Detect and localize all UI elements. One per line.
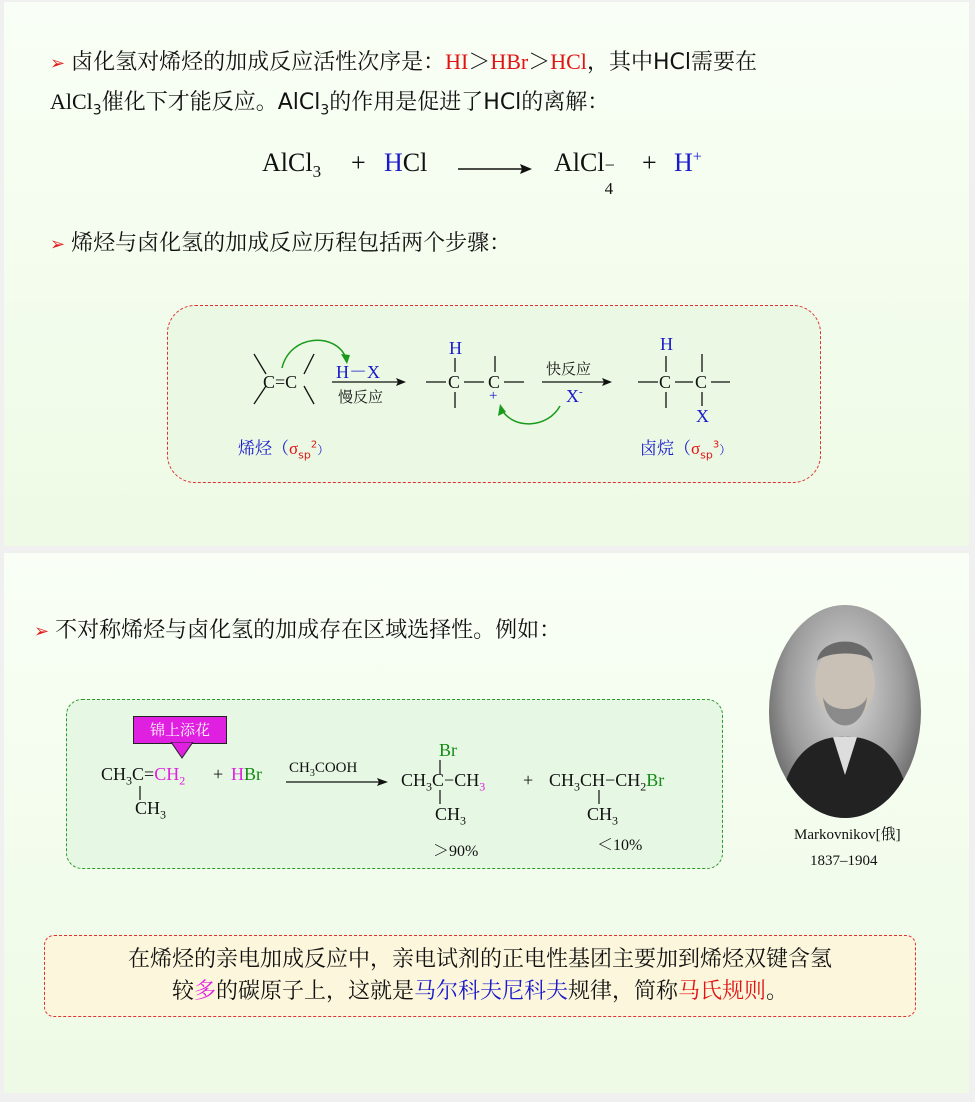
bullet-arrow-icon: ➢ bbox=[50, 234, 66, 255]
slide-1 bbox=[4, 2, 969, 546]
bullet-arrow-icon: ➢ bbox=[50, 53, 66, 74]
bullet-mechanism bbox=[50, 228, 511, 261]
markovnikov-rule-box bbox=[44, 935, 916, 1017]
subscript: 3 bbox=[92, 102, 102, 119]
bullet-text-suffix: ，其中HCl需要在 bbox=[586, 50, 757, 75]
bullet-activity-order bbox=[50, 46, 757, 80]
alcl3-text: AlCl bbox=[50, 89, 93, 114]
markovnikov-portrait bbox=[769, 605, 921, 818]
bullet-text: 卤化氢对烯烃的加成反应活性次序是： bbox=[71, 50, 446, 75]
reactant-hbr: HBr bbox=[231, 764, 262, 784]
slow-step-label: 慢反应 bbox=[338, 390, 384, 406]
product-c2: C bbox=[695, 372, 708, 392]
mechanism-box bbox=[167, 305, 821, 483]
reactant-alkene: $CH_3C=CH_2$ bbox=[101, 764, 186, 788]
product2-main: $CH_3CH-CH_2Br$ bbox=[549, 770, 665, 794]
bullet-text: 烯烃与卤化氢的加成反应历程包括两个步骤： bbox=[71, 231, 512, 256]
equation-product-proton: H+ bbox=[674, 148, 702, 177]
carbocation-h: H bbox=[449, 338, 462, 358]
portrait-silhouette-icon bbox=[769, 605, 921, 818]
product-h: H bbox=[660, 334, 673, 354]
alkene-label: 烯烃$(\sigma_{sp}^2)$ bbox=[238, 439, 330, 462]
rule-line-2: 较多的碳原子上，这就是马尔科夫尼科夫规律，简称马氏规则。 bbox=[171, 979, 789, 1004]
reaction-condition: $CH_3COOH$ bbox=[289, 760, 358, 779]
equation-product-alcl4: AlCl − 4 bbox=[554, 148, 615, 198]
reagent-hx: H－X bbox=[336, 362, 380, 382]
slide-2 bbox=[4, 553, 969, 1093]
reactant-methyl: $CH_3$ bbox=[135, 798, 167, 822]
gt-sign: ＞ bbox=[528, 50, 551, 75]
carbocation-c1: C bbox=[448, 372, 461, 392]
bullet-line-2 bbox=[50, 86, 609, 126]
hi-label: HI bbox=[445, 49, 469, 74]
reaction-arrow-icon bbox=[456, 162, 534, 176]
product1-main: $CH_3C-CH_3$ bbox=[401, 770, 486, 794]
hcl-label: HCl bbox=[550, 49, 587, 74]
callout-label: 锦上添花 bbox=[133, 716, 227, 744]
product1-methyl: $CH_3$ bbox=[435, 804, 467, 828]
product2-yield: ＜10% bbox=[597, 837, 643, 854]
gt-sign: ＞ bbox=[468, 50, 491, 75]
portrait-years: 1837–1904 bbox=[810, 853, 878, 869]
bullet-text: 不对称烯烃与卤化氢的加成存在区域选择性。例如： bbox=[55, 618, 562, 643]
reaction-plus: + bbox=[213, 764, 224, 784]
carbocation-c2: C bbox=[488, 372, 501, 392]
bullet-text: 催化下才能反应。AlCl bbox=[101, 90, 321, 115]
carbocation-charge: + bbox=[489, 388, 498, 404]
rule-line-1: 在烯烃的亲电加成反应中，亲电试剂的正电性基团主要加到烯烃双键含氢 bbox=[127, 947, 832, 972]
equation-plus: + bbox=[351, 148, 366, 177]
product-plus: + bbox=[523, 770, 534, 790]
product-c1: C bbox=[659, 372, 672, 392]
product2-methyl: $CH_3$ bbox=[587, 804, 619, 828]
reaction-box bbox=[66, 699, 723, 869]
bullet-arrow-icon: ➢ bbox=[34, 621, 50, 642]
hbr-label: HBr bbox=[490, 49, 529, 74]
portrait-caption: Markovnikov[俄] bbox=[794, 827, 901, 843]
equation-plus: + bbox=[642, 148, 657, 177]
haloalkane-label: 卤烷$(\sigma_{sp}^3)$ bbox=[640, 439, 732, 462]
product1-br: Br bbox=[439, 740, 457, 760]
product-x: X bbox=[696, 406, 709, 426]
equation-reactant-hcl: HCl bbox=[384, 148, 428, 177]
bullet-regioselectivity bbox=[34, 615, 561, 648]
subscript: 3 bbox=[320, 102, 330, 119]
alkene-structure: C=C bbox=[263, 372, 298, 392]
halide-ion: X- bbox=[566, 386, 583, 406]
fast-step-label: 快反应 bbox=[546, 362, 592, 378]
bullet-text: 的作用是促进了HCl的离解： bbox=[329, 90, 610, 115]
equation-reactant-alcl3: AlCl$_3$ bbox=[262, 148, 322, 182]
product1-yield: ＞90% bbox=[433, 843, 479, 860]
